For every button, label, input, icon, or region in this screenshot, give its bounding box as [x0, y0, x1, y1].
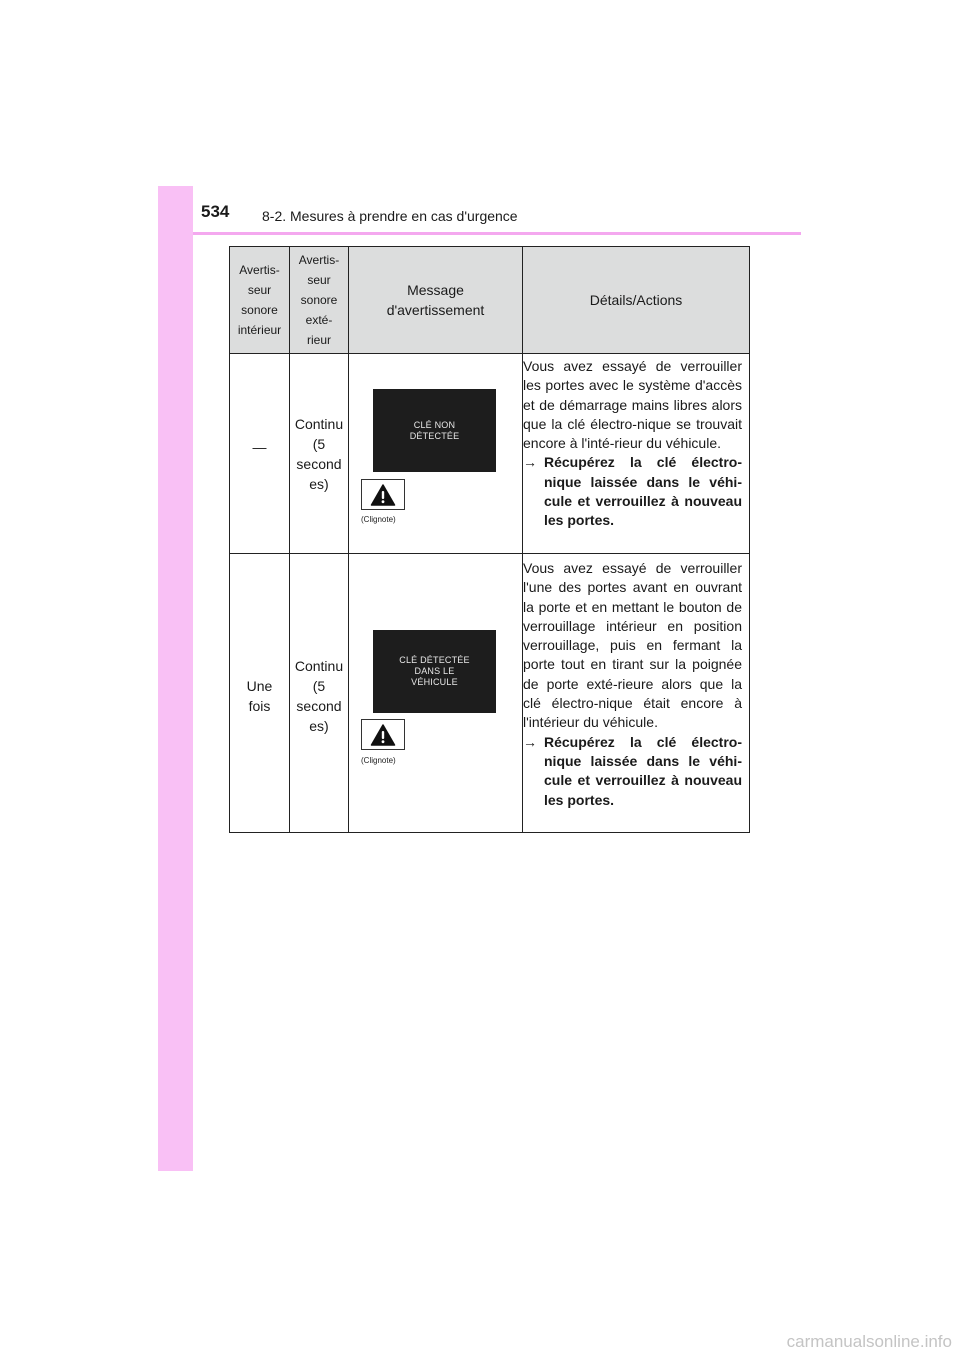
- row1-interior-buzzer: —: [252, 439, 267, 455]
- row1-details-text: Vous avez essayé de verrouiller les portes avec le système d'accès et de démarrage mains libres alors que la clé électro-nique se trouvait encore à l'inté-rieur du véhicule.: [523, 358, 742, 452]
- warning-triangle-icon: [370, 723, 396, 747]
- page-number: 534: [201, 202, 230, 221]
- cell-text-line: fois: [248, 698, 271, 714]
- row2-warning-screen: [373, 630, 496, 713]
- cell-text-line: Continu: [294, 658, 344, 674]
- row2-action: [523, 733, 742, 810]
- row1-action: [523, 453, 742, 530]
- arrow-right-icon: →: [523, 733, 537, 750]
- row2-details-text: Vous avez essayé de verrouiller l'une des portes avant en ouvrant la porte et en mettant le bouton de verrouillage intérieur en position verrouillage, puis en fermant la porte tout en tirant sur la poignée de porte exté-rieure alors que la clé électro-nique était encore à l'intérieur du véhicule.: [523, 560, 742, 731]
- row2-warning-icon-box: [361, 719, 405, 750]
- cell-text-line: second: [296, 698, 342, 714]
- header-text-line: sonore: [241, 303, 278, 317]
- row1-exterior-buzzer: [290, 414, 348, 494]
- cell-text-line: Une: [246, 678, 273, 694]
- row-divider: [230, 553, 749, 554]
- screen-text-line: CLÉ DÉTECTÉE: [399, 655, 470, 665]
- column-divider: [289, 247, 290, 832]
- header-details-actions: [523, 247, 749, 353]
- row1-warning-screen: [373, 389, 496, 472]
- screen-text-line: DANS LE: [414, 666, 455, 676]
- warning-table: [229, 246, 750, 833]
- cell-text-line: Continu: [294, 416, 344, 432]
- cell-text-line: es): [309, 476, 329, 492]
- row2-blink-label: (Clignote): [361, 756, 396, 765]
- header-text-line: d'avertissement: [386, 302, 485, 318]
- row1-action-text: Récupérez la clé électro-nique laissée dans le véhi-cule et verrouillez à nouveau les portes.: [544, 454, 742, 529]
- header-text-line: Avertis-: [298, 253, 340, 267]
- header-text-line: sonore: [300, 293, 338, 307]
- side-margin-band: [158, 186, 193, 1171]
- header-warning-message: [349, 247, 522, 353]
- cell-text-line: second: [296, 456, 342, 472]
- header-text-line: rieur: [306, 333, 331, 347]
- row1-warning-icon-box: [361, 479, 405, 510]
- header-text-line: intérieur: [237, 323, 282, 337]
- header-text-line: Avertis-: [239, 263, 280, 277]
- header-text-line: Détails/Actions: [589, 292, 683, 308]
- section-title: 8-2. Mesures à prendre en cas d'urgence: [262, 208, 518, 224]
- row1-details: [523, 357, 742, 531]
- watermark: carmanualsonline.info: [786, 1332, 952, 1351]
- cell-text-line: (5: [312, 436, 326, 452]
- row2-details: [523, 559, 742, 810]
- header-text-line: seur: [307, 273, 331, 287]
- cell-text-line: (5: [312, 678, 326, 694]
- row2-action-text: Récupérez la clé électro-nique laissée dans le véhi-cule et verrouillez à nouveau les portes.: [544, 733, 742, 808]
- column-divider: [348, 247, 349, 832]
- warning-triangle-icon: [370, 483, 396, 507]
- row2-interior-buzzer: [230, 676, 289, 716]
- header-text-line: Message: [407, 282, 464, 298]
- header-interior-buzzer: [230, 247, 289, 353]
- header-divider: [193, 232, 801, 235]
- header-text-line: exté-: [305, 313, 333, 327]
- screen-text-line: CLÉ NON: [413, 419, 456, 430]
- row2-exterior-buzzer: [290, 656, 348, 736]
- row1-blink-label: (Clignote): [361, 515, 396, 524]
- header-exterior-buzzer: [290, 247, 348, 353]
- screen-text-line: VÉHICULE: [411, 677, 458, 687]
- table-header: [230, 247, 749, 354]
- header-text-line: seur: [247, 283, 272, 297]
- cell-text-line: es): [309, 718, 329, 734]
- screen-text-line: DÉTECTÉE: [409, 430, 460, 441]
- arrow-right-icon: →: [523, 454, 537, 471]
